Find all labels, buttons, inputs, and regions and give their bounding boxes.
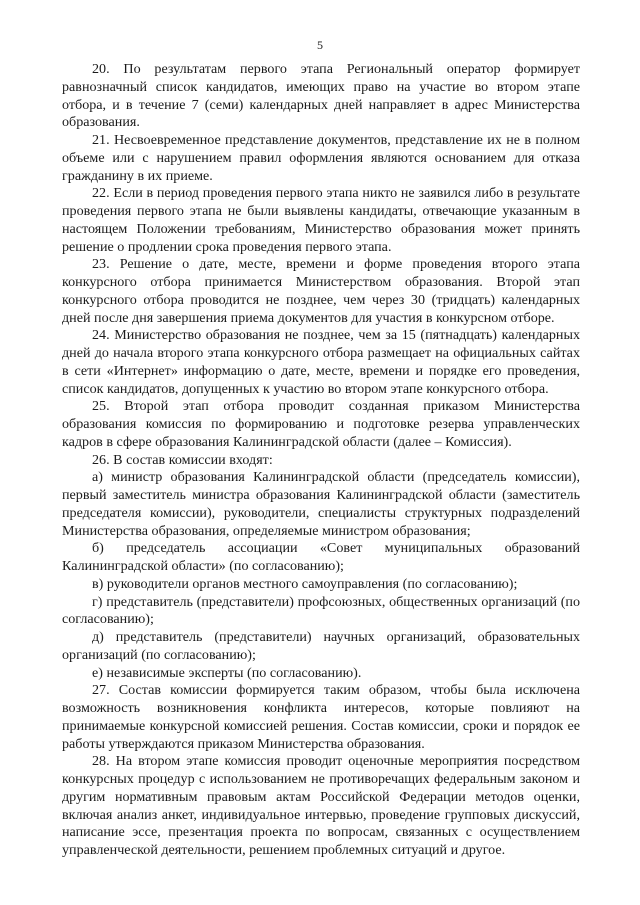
paragraph-26-a: а) министр образования Калининградской области (председатель комиссии), первый заместитель министра образования Калининградской области (заместитель председателя комиссии), руководители, специалисты структурных подразделений Министерства образования, определяемые министром образования; <box>62 469 580 539</box>
document-body <box>62 61 580 860</box>
paragraph-24: 24. Министерство образования не позднее, чем за 15 (пятнадцать) календарных дней до начала второго этапа конкурсного отбора размещает на официальных сайтах в сети «Интернет» информацию о дате, месте, времени и порядке его проведения, список кандидатов, допущенных к участию во втором этапе конкурсного отбора. <box>62 327 580 397</box>
paragraph-26-e: е) независимые эксперты (по согласованию). <box>92 664 362 681</box>
paragraph-25: 25. Второй этап отбора проводит созданная приказом Министерства образования комиссия по формированию и подготовке резерва управленческих кадров в сфере образования Калининградской области (далее – Комиссия). <box>62 398 580 450</box>
paragraph-23: 23. Решение о дате, месте, времени и форме проведения второго этапа конкурсного отбора принимается Министерством образования. Второй этап конкурсного отбора проводится не позднее, чем через 30 (тридцать) календарных дней после дня завершения приема документов для участия в конкурсном отборе. <box>62 256 580 326</box>
paragraph-26-d: д) представитель (представители) научных организаций, образовательных организаций (по согласованию); <box>62 629 580 663</box>
paragraph-20: 20. По результатам первого этапа Региональный оператор формирует равнозначный список кандидатов, имеющих право на участие во втором этапе отбора, и в течение 7 (семи) календарных дней направляет в адрес Министерства образования. <box>62 61 580 131</box>
paragraph-22: 22. Если в период проведения первого этапа никто не заявился либо в результате проведения первого этапа не были выявлены кандидаты, отвечающие указанным в настоящем Положении требованиям, Министерство образования может принять решение о продлении срока проведения первого этапа. <box>62 185 580 255</box>
paragraph-26-v: в) руководители органов местного самоуправления (по согласованию); <box>92 575 518 592</box>
paragraph-26-b: б) председатель ассоциации «Совет муниципальных образований Калининградской области» (по согласованию); <box>62 540 580 574</box>
page-number: 5 <box>317 38 323 52</box>
paragraph-27: 27. Состав комиссии формируется таким образом, чтобы была исключена возможность возникновения конфликта интересов, которые повлияют на принимаемые конкурсной комиссией решения. Состав комиссии, сроки и порядок ее работы утверждаются приказом Министерства образования. <box>62 682 580 752</box>
paragraph-26-g: г) представитель (представители) профсоюзных, общественных организаций (по согласованию); <box>62 593 580 628</box>
paragraph-28: 28. На втором этапе комиссия проводит оценочные мероприятия посредством конкурсных процедур с использованием не противоречащих федеральным законом и другим нормативным правовым актам Российской Федерации методов оценки, включая анализ анкет, индивидуальное интервью, проведение групповых дискуссий, написание эссе, презентация проекта по вопросам, связанных с осуществлением управленческой деятельности, решением проблемных ситуаций и другое. <box>62 753 580 858</box>
paragraph-26: 26. В состав комиссии входят: <box>92 451 273 468</box>
paragraph-21: 21. Несвоевременное представление документов, представление их не в полном объеме или с нарушением правил оформления являются основанием для отказа гражданину в их приеме. <box>62 132 580 184</box>
